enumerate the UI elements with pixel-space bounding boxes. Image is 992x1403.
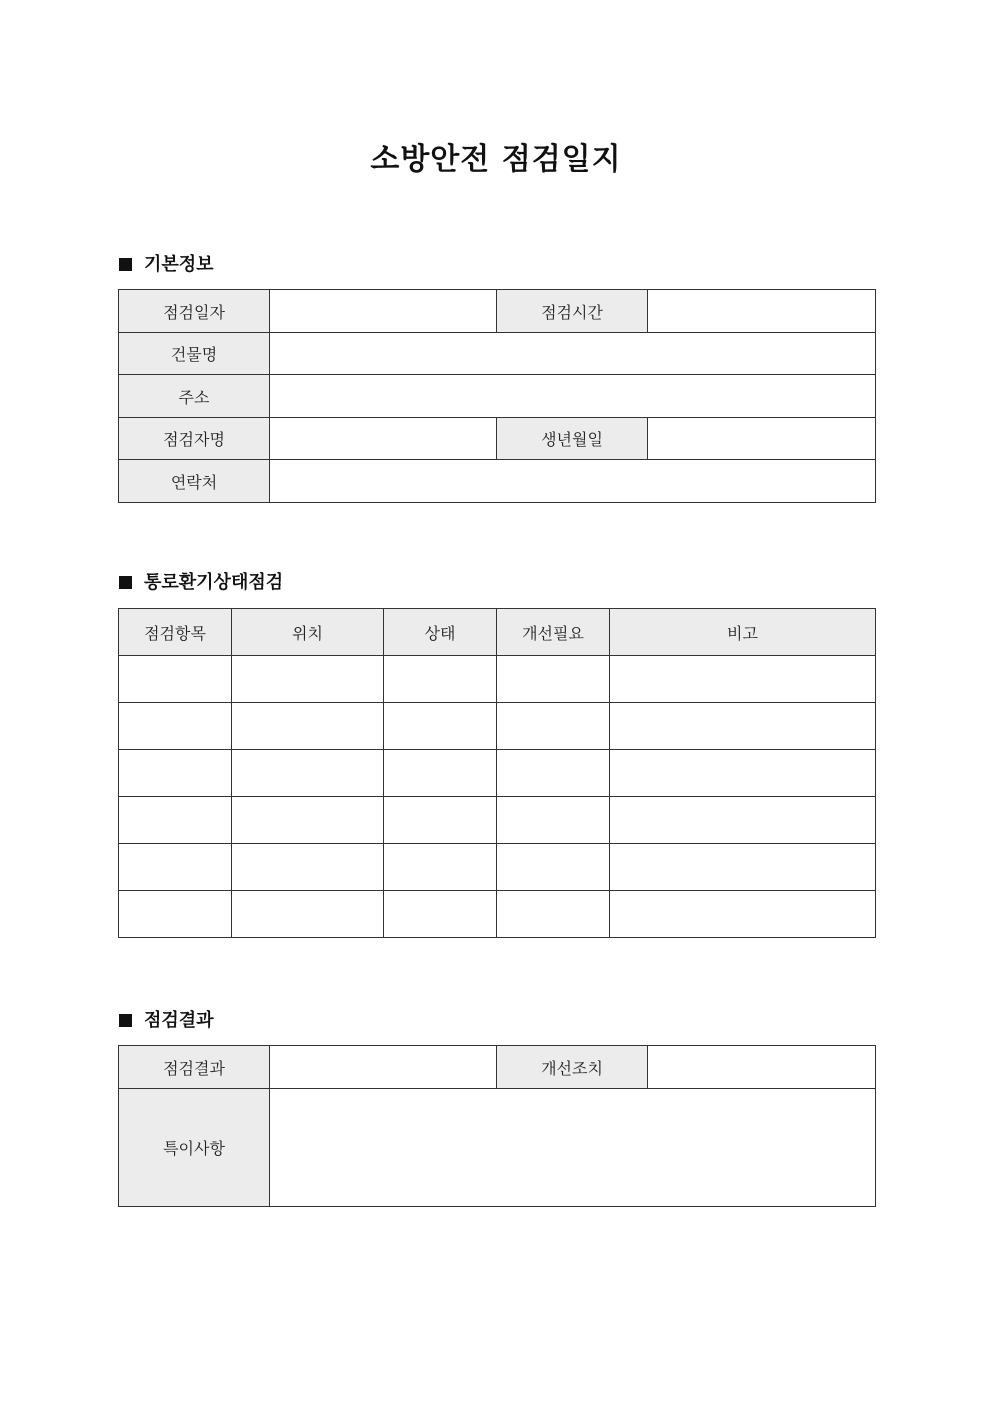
birthdate-field[interactable]	[648, 418, 876, 460]
inspector-name-label: 점검자명	[119, 418, 270, 460]
cell-status[interactable]	[384, 703, 497, 750]
table-row	[119, 703, 876, 750]
square-bullet-icon	[119, 576, 132, 589]
cell-status[interactable]	[384, 750, 497, 797]
building-name-field[interactable]	[270, 333, 876, 375]
cell-location[interactable]	[232, 797, 384, 844]
address-field[interactable]	[270, 375, 876, 418]
cell-location[interactable]	[232, 750, 384, 797]
cell-improvement[interactable]	[497, 750, 610, 797]
square-bullet-icon	[119, 258, 132, 271]
section-heading-result-text: 점검결과	[144, 1010, 214, 1031]
page-title: 소방안전 점검일지	[370, 142, 622, 177]
table-row	[119, 891, 876, 938]
cell-remarks[interactable]	[610, 656, 876, 703]
cell-item[interactable]	[119, 844, 232, 891]
cell-status[interactable]	[384, 891, 497, 938]
cell-item[interactable]	[119, 891, 232, 938]
column-header-improvement: 개선필요	[497, 609, 610, 656]
column-header-location: 위치	[232, 609, 384, 656]
square-bullet-icon	[119, 1014, 132, 1027]
result-label: 점검결과	[119, 1046, 270, 1089]
inspection-time-field[interactable]	[648, 290, 876, 333]
cell-improvement[interactable]	[497, 797, 610, 844]
cell-remarks[interactable]	[610, 891, 876, 938]
column-header-remarks: 비고	[610, 609, 876, 656]
cell-improvement[interactable]	[497, 656, 610, 703]
cell-item[interactable]	[119, 656, 232, 703]
cell-location[interactable]	[232, 891, 384, 938]
corrective-action-field[interactable]	[648, 1046, 876, 1089]
section-heading-basic	[119, 253, 214, 277]
cell-improvement[interactable]	[497, 844, 610, 891]
contact-label: 연락처	[119, 460, 270, 503]
table-row	[119, 797, 876, 844]
cell-status[interactable]	[384, 844, 497, 891]
inspection-date-field[interactable]	[270, 290, 497, 333]
cell-location[interactable]	[232, 703, 384, 750]
ventilation-rows	[119, 656, 876, 938]
cell-item[interactable]	[119, 703, 232, 750]
birthdate-label: 생년월일	[497, 418, 648, 460]
inspection-date-label: 점검일자	[119, 290, 270, 333]
section-heading-result	[119, 1009, 214, 1033]
cell-item[interactable]	[119, 750, 232, 797]
cell-improvement[interactable]	[497, 891, 610, 938]
building-name-label: 건물명	[119, 333, 270, 375]
ventilation-check-table	[118, 608, 876, 938]
section-heading-ventilation-text: 통로환기상태점검	[144, 572, 284, 593]
address-label: 주소	[119, 375, 270, 418]
result-table	[118, 1045, 876, 1207]
cell-item[interactable]	[119, 797, 232, 844]
corrective-action-label: 개선조치	[497, 1046, 648, 1089]
cell-status[interactable]	[384, 797, 497, 844]
column-header-item: 점검항목	[119, 609, 232, 656]
cell-improvement[interactable]	[497, 703, 610, 750]
cell-location[interactable]	[232, 844, 384, 891]
special-notes-field[interactable]	[270, 1089, 876, 1207]
inspection-time-label: 점검시간	[497, 290, 648, 333]
cell-remarks[interactable]	[610, 797, 876, 844]
section-heading-ventilation	[119, 571, 283, 595]
table-row	[119, 844, 876, 891]
cell-remarks[interactable]	[610, 750, 876, 797]
cell-location[interactable]	[232, 656, 384, 703]
basic-info-table	[118, 289, 876, 503]
table-row	[119, 656, 876, 703]
result-field[interactable]	[270, 1046, 497, 1089]
cell-status[interactable]	[384, 656, 497, 703]
cell-remarks[interactable]	[610, 844, 876, 891]
table-row	[119, 750, 876, 797]
column-header-status: 상태	[384, 609, 497, 656]
section-heading-basic-text: 기본정보	[144, 254, 214, 275]
cell-remarks[interactable]	[610, 703, 876, 750]
contact-field[interactable]	[270, 460, 876, 503]
special-notes-label: 특이사항	[119, 1089, 270, 1207]
inspector-name-field[interactable]	[270, 418, 497, 460]
